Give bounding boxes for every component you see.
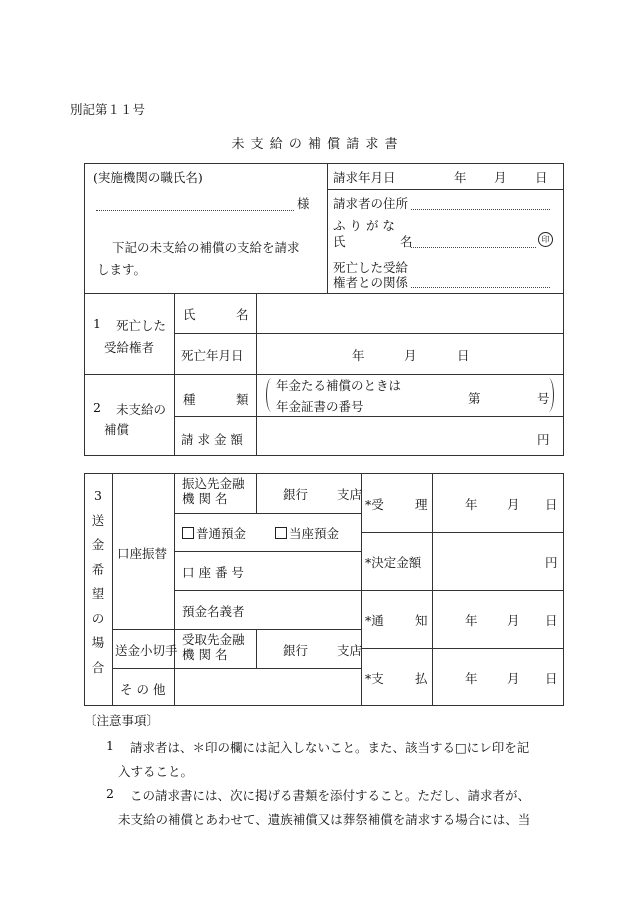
request-text-line2: します。 [97,262,147,277]
other-label: そ の 他 [120,682,166,697]
sama-label: 様 [297,196,310,211]
amount-label: 請 求 金 額 [181,432,243,447]
relation-label-line2: 権者との関係 [333,275,409,290]
kind-text-line2: 年金証書の番号 [276,399,364,414]
account-number-label: 口 座 番 号 [182,565,244,580]
form-title: 未 支 給 の 補 償 請 求 書 [231,137,399,152]
recv-bank-label: 受取先金融 機 関 名 [182,632,245,662]
request-date-label: 請求年月日 [333,170,396,185]
relation-field[interactable] [411,287,550,288]
address-label: 請求者の住所 [333,196,409,211]
note1-line2: 入すること。 [118,764,194,779]
deposit-current-checkbox[interactable]: 当座預金 [275,524,339,542]
addressee-label: (実施機関の職氏名) [93,170,203,185]
section3-vertical-label: 3 送 金 希 望 の 場 合 [91,488,105,675]
section2-label-line2: 補償 [104,422,130,437]
account-holder-label: 預金名義者 [182,604,245,619]
note2-line1: この請求書には、次に掲げる書類を添付すること。ただし、請求者が、 [130,788,531,803]
addressee-field[interactable] [96,210,294,211]
section2-label-line1: 未支給の [116,402,167,417]
check-label: 送金小切手 [115,643,178,658]
death-date-label: 死亡年月日 [181,348,244,363]
notes-heading: 〔注意事項〕 [84,713,160,728]
request-text-line1: 下記の未支給の補償の支給を請求 [112,240,300,255]
note1-line1: 請求者は、＊印の欄には記入しないこと。また、該当する□にレ印を記 [130,740,530,755]
right-paren [543,378,554,412]
note2-line2: 未支給の補償とあわせて、遺族補償又は葬祭補償を請求する場合には、当 [118,812,531,827]
furigana-label: ふ り が な [333,218,395,233]
form-number: 別記第１１号 [70,102,146,117]
address-field[interactable] [411,209,550,210]
seal-mark: 印 [538,232,553,247]
relation-label-line1: 死亡した受給 [333,260,409,275]
account-transfer-label: 口座振替 [117,546,168,561]
section1-label-line2: 受給権者 [104,340,155,355]
bank-label: 振込先金融 機 関 名 [182,476,245,506]
decision-amount-label: *決定金額 [365,555,422,570]
name-field[interactable] [411,247,536,248]
kind-text-line1: 年金たる補償のときは [276,378,402,393]
deposit-ordinary-checkbox[interactable]: 普通預金 [182,524,246,542]
section1-label-line1: 死亡した [116,318,167,333]
